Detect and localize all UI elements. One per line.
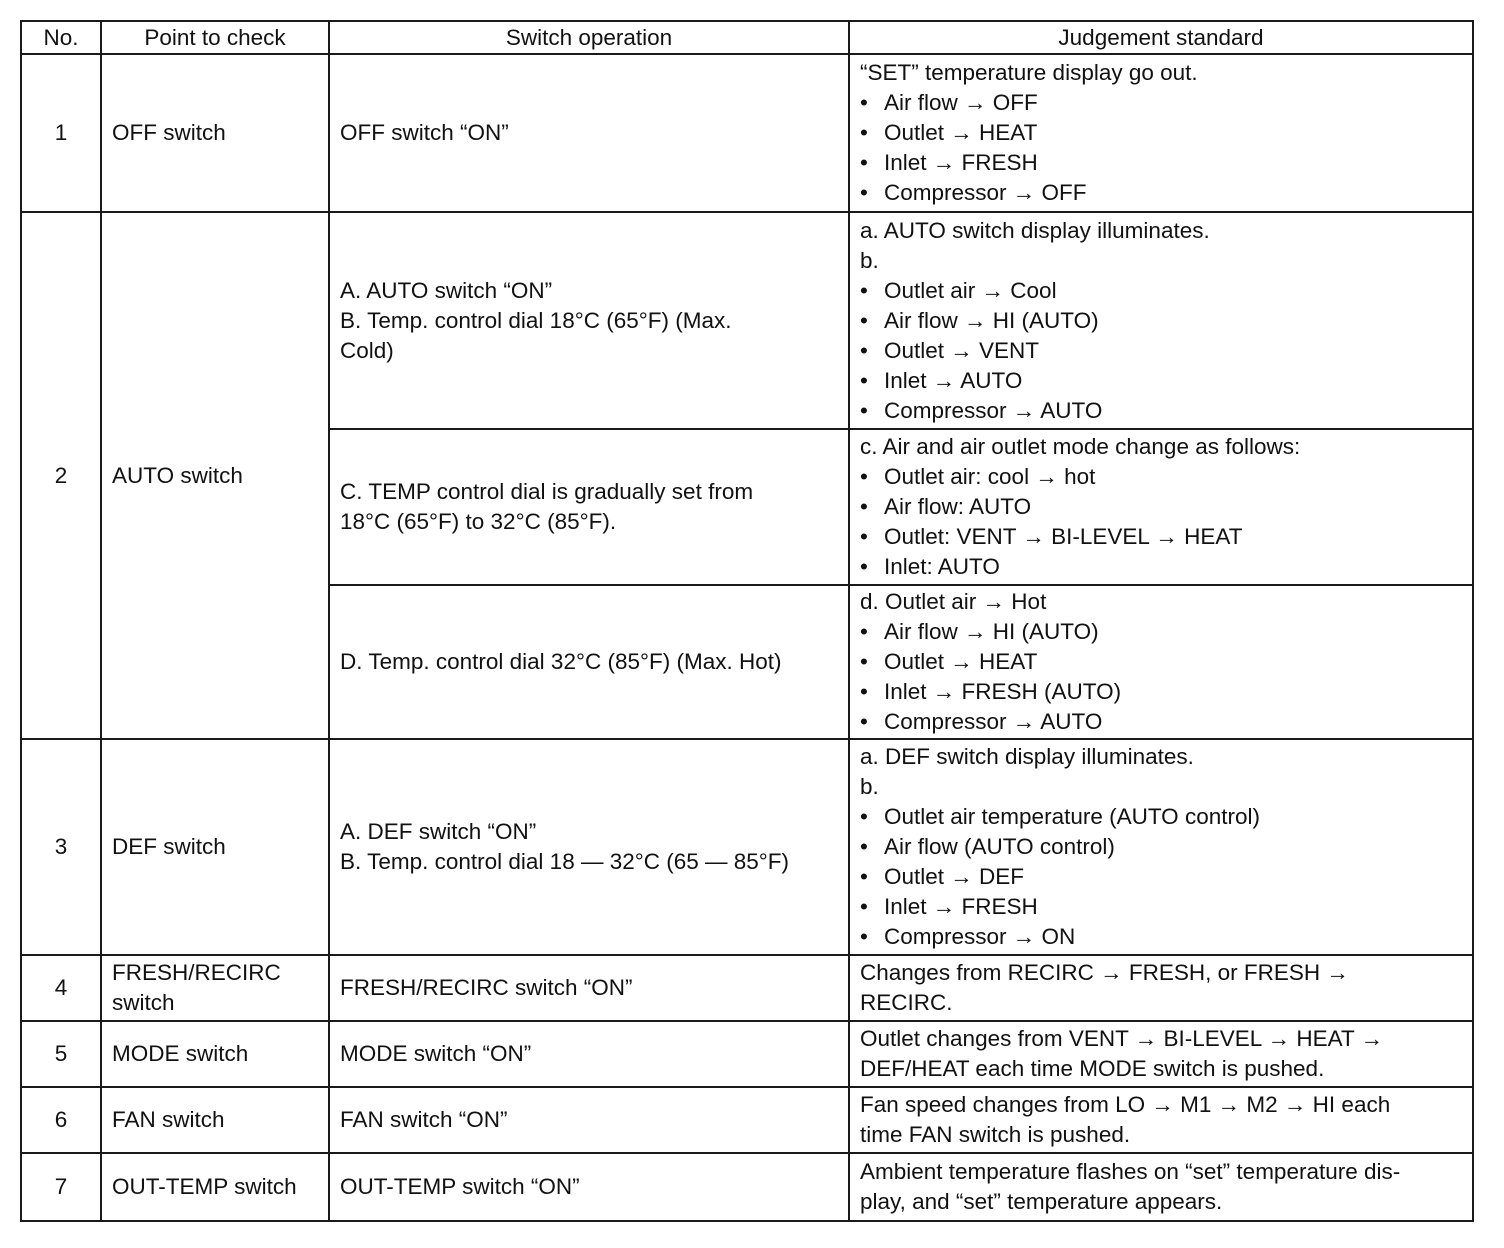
- point-to-check: OFF switch: [101, 54, 329, 212]
- judgement-bullet: [860, 178, 1462, 208]
- judgement-bullet: [860, 148, 1462, 178]
- judgement-line: time FAN switch is pushed.: [860, 1122, 1131, 1147]
- row-number: 5: [21, 1021, 101, 1087]
- bullet-icon: •: [860, 924, 868, 949]
- judgement-line: b.: [860, 247, 879, 273]
- judgement-bullet: [860, 396, 1462, 426]
- judgement-bullet: [860, 118, 1462, 148]
- table-row: [21, 1021, 1473, 1087]
- header-no: No.: [21, 21, 101, 54]
- operation-line: A. DEF switch “ON”: [340, 819, 537, 844]
- point-to-check: MODE switch: [101, 1021, 329, 1087]
- bullet-icon: •: [860, 834, 868, 859]
- judgement-line: Fan speed changes from LO → M1 → M2 → HI each: [860, 1092, 1391, 1117]
- bullet-icon: •: [860, 277, 868, 303]
- bullet-icon: •: [860, 397, 868, 423]
- judgement-standard: [849, 585, 1473, 739]
- judgement-standard: [849, 429, 1473, 585]
- judgement-bullet: [860, 306, 1462, 336]
- judgement-line: d. Outlet air → Hot: [860, 589, 1047, 614]
- row-number: 1: [21, 54, 101, 212]
- judgement-standard: [849, 1087, 1473, 1153]
- bullet-text: Air flow → HI (AUTO): [884, 307, 1099, 333]
- operation-line: OFF switch “ON”: [340, 120, 509, 145]
- bullet-icon: •: [860, 90, 868, 115]
- judgement-bullet: [860, 922, 1462, 952]
- judgement-standard: [849, 955, 1473, 1021]
- point-to-check: FAN switch: [101, 1087, 329, 1153]
- operation-line: C. TEMP control dial is gradually set from: [340, 479, 754, 504]
- point-to-check: OUT-TEMP switch: [101, 1153, 329, 1221]
- bullet-icon: •: [860, 180, 868, 205]
- judgement-line: b.: [860, 774, 879, 799]
- judgement-bullet: [860, 552, 1462, 582]
- judgement-bullet: [860, 88, 1462, 118]
- table-header-row: [21, 21, 1473, 54]
- bullet-icon: •: [860, 554, 868, 579]
- row-number: 7: [21, 1153, 101, 1221]
- operation-line: OUT-TEMP switch “ON”: [340, 1174, 580, 1199]
- judgement-standard: [849, 54, 1473, 212]
- bullet-icon: •: [860, 367, 868, 393]
- table-body: [21, 54, 1473, 1221]
- bullet-icon: •: [860, 464, 868, 489]
- operation-line: B. Temp. control dial 18°C (65°F) (Max.: [340, 307, 732, 333]
- bullet-icon: •: [860, 150, 868, 175]
- bullet-text: Outlet → HEAT: [884, 120, 1038, 145]
- row-number: 2: [21, 212, 101, 739]
- switch-operation: [329, 1087, 849, 1153]
- judgement-line: Ambient temperature flashes on “set” temperature dis-: [860, 1159, 1401, 1184]
- row-number: 4: [21, 955, 101, 1021]
- switch-operation: [329, 1153, 849, 1221]
- switch-operation: [329, 585, 849, 739]
- judgement-line: play, and “set” temperature appears.: [860, 1189, 1223, 1214]
- bullet-text: Compressor → OFF: [884, 180, 1087, 205]
- bullet-icon: •: [860, 864, 868, 889]
- bullet-text: Inlet: AUTO: [884, 554, 1000, 579]
- bullet-text: Compressor → AUTO: [884, 709, 1103, 734]
- operation-line: B. Temp. control dial 18 — 32°C (65 — 85°F): [340, 849, 790, 874]
- judgement-bullet: [860, 336, 1462, 366]
- switch-operation: [329, 955, 849, 1021]
- judgement-standard: [849, 212, 1473, 429]
- table-row: [21, 54, 1473, 212]
- bullet-text: Outlet air: cool → hot: [884, 464, 1096, 489]
- switch-check-table: [20, 20, 1474, 1222]
- judgement-bullet: [860, 647, 1462, 677]
- table-row: [21, 1087, 1473, 1153]
- judgement-standard: [849, 1021, 1473, 1087]
- table-row: [21, 1153, 1473, 1221]
- bullet-text: Compressor → AUTO: [884, 397, 1103, 423]
- bullet-text: Inlet → FRESH: [884, 150, 1038, 175]
- bullet-icon: •: [860, 709, 868, 734]
- bullet-text: Air flow: AUTO: [884, 494, 1032, 519]
- bullet-text: Outlet → DEF: [884, 864, 1025, 889]
- operation-line: A. AUTO switch “ON”: [340, 277, 553, 303]
- bullet-text: Outlet → VENT: [884, 337, 1040, 363]
- bullet-text: Compressor → ON: [884, 924, 1076, 949]
- bullet-icon: •: [860, 649, 868, 674]
- row-number: 3: [21, 739, 101, 955]
- switch-operation: [329, 212, 849, 429]
- bullet-icon: •: [860, 494, 868, 519]
- bullet-icon: •: [860, 619, 868, 644]
- point-to-check: DEF switch: [101, 739, 329, 955]
- judgement-line: Outlet changes from VENT → BI-LEVEL → HEAT →: [860, 1026, 1384, 1051]
- switch-operation: [329, 739, 849, 955]
- header-judgement-standard: Judgement standard: [849, 21, 1473, 54]
- bullet-icon: •: [860, 120, 868, 145]
- judgement-bullet: [860, 366, 1462, 396]
- bullet-icon: •: [860, 337, 868, 363]
- bullet-text: Inlet → FRESH (AUTO): [884, 679, 1122, 704]
- bullet-text: Outlet → HEAT: [884, 649, 1038, 674]
- operation-line: Cold): [340, 337, 394, 363]
- table-row: [21, 212, 1473, 429]
- judgement-bullet: [860, 492, 1462, 522]
- judgement-bullet: [860, 707, 1462, 737]
- point-to-check: FRESH/RECIRC switch: [101, 955, 329, 1021]
- judgement-line: “SET” temperature display go out.: [860, 60, 1198, 85]
- bullet-text: Air flow → HI (AUTO): [884, 619, 1099, 644]
- judgement-line: Changes from RECIRC → FRESH, or FRESH →: [860, 960, 1349, 985]
- bullet-text: Inlet → FRESH: [884, 894, 1038, 919]
- operation-line: FRESH/RECIRC switch “ON”: [340, 975, 633, 1000]
- judgement-bullet: [860, 522, 1462, 552]
- judgement-line: DEF/HEAT each time MODE switch is pushed.: [860, 1056, 1325, 1081]
- operation-line: D. Temp. control dial 32°C (85°F) (Max. Hot): [340, 649, 782, 674]
- bullet-icon: •: [860, 894, 868, 919]
- header-switch-operation: Switch operation: [329, 21, 849, 54]
- row-number: 6: [21, 1087, 101, 1153]
- judgement-bullet: [860, 462, 1462, 492]
- judgement-line: a. DEF switch display illuminates.: [860, 744, 1194, 769]
- bullet-icon: •: [860, 804, 868, 829]
- bullet-text: Outlet air temperature (AUTO control): [884, 804, 1260, 829]
- judgement-line: RECIRC.: [860, 990, 953, 1015]
- switch-operation: [329, 54, 849, 212]
- bullet-text: Inlet → AUTO: [884, 367, 1023, 393]
- judgement-line: c. Air and air outlet mode change as follows:: [860, 434, 1301, 459]
- bullet-icon: •: [860, 679, 868, 704]
- bullet-icon: •: [860, 524, 868, 549]
- switch-operation: [329, 1021, 849, 1087]
- judgement-bullet: [860, 276, 1462, 306]
- bullet-icon: •: [860, 307, 868, 333]
- operation-line: 18°C (65°F) to 32°C (85°F).: [340, 509, 617, 534]
- bullet-text: Outlet air → Cool: [884, 277, 1057, 303]
- table-row: [21, 955, 1473, 1021]
- judgement-bullet: [860, 617, 1462, 647]
- judgement-bullet: [860, 892, 1462, 922]
- judgement-standard: [849, 1153, 1473, 1221]
- judgement-bullet: [860, 802, 1462, 832]
- bullet-text: Air flow (AUTO control): [884, 834, 1115, 859]
- judgement-line: a. AUTO switch display illuminates.: [860, 217, 1210, 243]
- judgement-bullet: [860, 677, 1462, 707]
- judgement-bullet: [860, 862, 1462, 892]
- operation-line: FAN switch “ON”: [340, 1107, 508, 1132]
- switch-operation: [329, 429, 849, 585]
- header-point-to-check: Point to check: [101, 21, 329, 54]
- point-to-check: AUTO switch: [101, 212, 329, 739]
- judgement-standard: [849, 739, 1473, 955]
- bullet-text: Air flow → OFF: [884, 90, 1038, 115]
- bullet-text: Outlet: VENT → BI-LEVEL → HEAT: [884, 524, 1243, 549]
- table-row: [21, 739, 1473, 955]
- operation-line: MODE switch “ON”: [340, 1041, 532, 1066]
- judgement-bullet: [860, 832, 1462, 862]
